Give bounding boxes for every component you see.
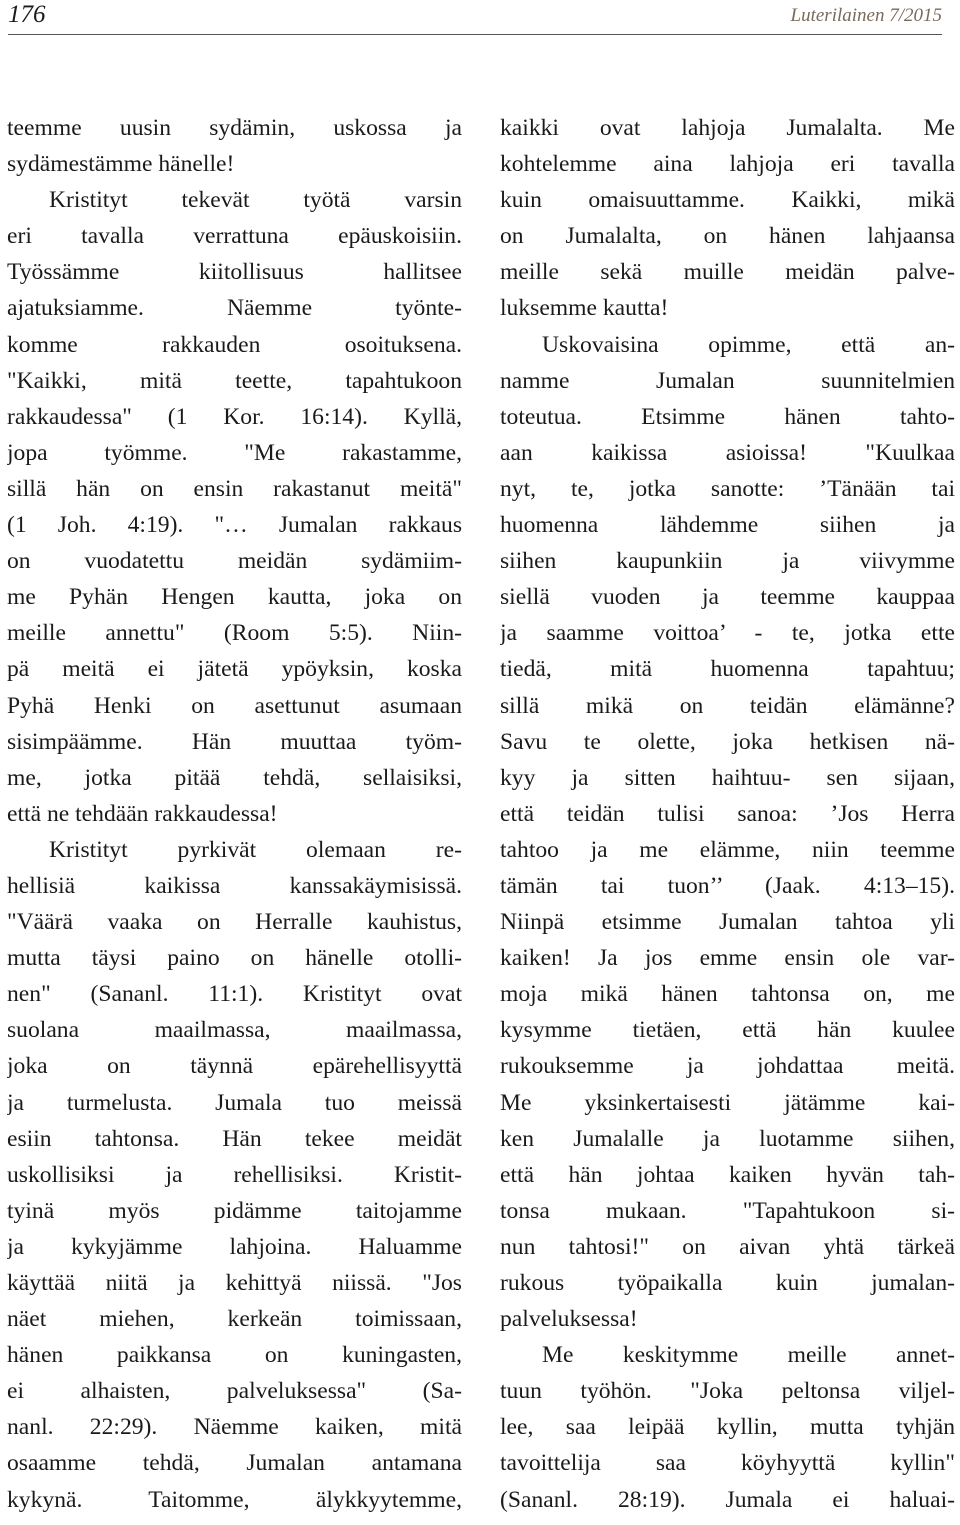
text-line: tiedä, mitä huomenna tapahtuu; (500, 656, 955, 683)
text-line: ja kykyjämme lahjoina. Haluamme (7, 1233, 462, 1260)
text-line: uskollisiksi ja rehellisiksi. Kristit- (7, 1161, 462, 1188)
text-line: Kristityt tekevät työtä varsin (49, 187, 462, 214)
text-line: Savu te olette, joka hetkisen nä- (500, 728, 955, 755)
text-column-right (500, 110, 955, 1518)
page-number: 176 (8, 1, 46, 28)
text-line: kykynä. Taitomme, älykkyytemme, (7, 1486, 462, 1513)
text-line: meille sekä muille meidän palve- (500, 259, 955, 286)
text-line: palveluksessa! (500, 1306, 638, 1333)
text-line: kaikki ovat lahjoja Jumalalta. Me (500, 115, 955, 141)
text-line: tämän tai tuon’’ (Jaak. 4:13–15). (500, 872, 955, 899)
text-line: Niinpä etsimme Jumalan tahtoa yli (500, 909, 955, 936)
text-line: Kristityt pyrkivät olemaan re- (49, 836, 462, 863)
text-line: käyttää niitä ja kehittyä niissä. "Jos (7, 1270, 462, 1296)
text-line: lee, saa leipää kyllin, mutta tyhjän (500, 1414, 955, 1441)
text-line: nen" (Sananl. 11:1). Kristityt ovat (7, 981, 462, 1008)
text-line: sisimpäämme. Hän muuttaa työm- (7, 728, 462, 755)
text-line: osaamme tehdä, Jumalan antamana (7, 1450, 462, 1477)
text-line: tyinä myös pidämme taitojamme (7, 1197, 462, 1224)
text-line: (Sananl. 28:19). Jumala ei haluai- (500, 1486, 955, 1513)
text-line: tonsa mukaan. "Tapahtukoon si- (500, 1197, 955, 1224)
text-line: jopa työmme. "Me rakastamme, (7, 439, 462, 466)
text-line: ja saamme voittoa’ - te, jotka ette (500, 620, 955, 647)
text-line: Pyhä Henki on asettunut asumaan (7, 692, 462, 719)
text-line: ja turmelusta. Jumala tuo meissä (7, 1089, 462, 1116)
text-line: mutta täysi paino on hänelle otolli- (7, 945, 462, 972)
text-line: joka on täynnä epärehellisyyttä (7, 1053, 462, 1080)
text-line: teemme uusin sydämin, uskossa ja (7, 115, 462, 141)
text-line: luksemme kautta! (500, 295, 669, 322)
text-line: tahtoo ja me elämme, niin teemme (500, 836, 955, 863)
text-line: nun tahtosi!" on aivan yhtä tärkeä (500, 1233, 955, 1260)
text-line: meille annettu" (Room 5:5). Niin- (7, 620, 462, 647)
text-line: rukous työpaikalla kuin jumalan- (500, 1270, 955, 1296)
text-line: kaiken! Ja jos emme ensin ole var- (500, 945, 955, 972)
text-line: pä meitä ei jätetä ypöyksin, koska (7, 656, 462, 683)
text-line: nyt, te, jotka sanotte: ’Tänään tai (500, 475, 955, 502)
text-line: on vuodatettu meidän sydämiim- (7, 548, 462, 575)
text-line: (1 Joh. 4:19). "… Jumalan rakkaus (7, 512, 462, 539)
text-line: siellä vuoden ja teemme kauppaa (500, 584, 955, 611)
text-line: "Väärä vaaka on Herralle kauhistus, (7, 909, 462, 936)
text-line: namme Jumalan suunnitelmien (500, 367, 955, 394)
text-line: Työssämme kiitollisuus hallitsee (7, 259, 462, 286)
text-line: on Jumalalta, on hänen lahjaansa (500, 223, 955, 250)
text-line: aan kaikissa asioissa! "Kuulkaa (500, 439, 955, 466)
text-line: kyy ja sitten haihtuu- sen sijaan, (500, 764, 955, 791)
text-line: Me yksinkertaisesti jätämme kai- (500, 1089, 955, 1116)
text-line: rukouksemme ja johdattaa meitä. (500, 1053, 955, 1080)
text-line: ken Jumalalle ja luotamme siihen, (500, 1125, 955, 1152)
text-line: Me keskitymme meille annet- (542, 1342, 955, 1369)
text-line: hänen paikkansa on kuningasten, (7, 1342, 462, 1369)
text-line: nanl. 22:29). Näemme kaiken, mitä (7, 1414, 462, 1441)
text-column-left (7, 110, 462, 1518)
text-line: että teidän tulisi sanoa: ’Jos Herra (500, 800, 955, 827)
text-line: eri tavalla verrattuna epäuskoisiin. (7, 223, 462, 250)
text-line: että hän johtaa kaiken hyvän tah- (500, 1161, 955, 1188)
text-line: tavoittelija saa köyhyyttä kyllin" (500, 1450, 955, 1477)
publication-title: Luterilainen 7/2015 (790, 5, 942, 26)
text-line: siihen kaupunkiin ja viivymme (500, 548, 955, 575)
page-header (8, 0, 942, 35)
text-line: suolana maailmassa, maailmassa, (7, 1017, 462, 1044)
text-line: kysymme tietäen, että hän kuulee (500, 1017, 955, 1044)
text-line: esiin tahtonsa. Hän tekee meidät (7, 1125, 462, 1152)
text-line: sillä mikä on teidän elämänne? (500, 692, 955, 719)
text-line: ajatuksiamme. Näemme työnte- (7, 295, 462, 322)
text-line: "Kaikki, mitä teette, tapahtukoon (7, 367, 462, 394)
text-line: että ne tehdään rakkaudessa! (7, 800, 278, 827)
text-line: hellisiä kaikissa kanssakäymisissä. (7, 872, 462, 899)
text-line: komme rakkauden osoituksena. (7, 331, 462, 358)
text-line: ei alhaisten, palveluksessa" (Sa- (7, 1378, 462, 1405)
text-line: moja mikä hänen tahtonsa on, me (500, 981, 955, 1008)
text-line: näet miehen, kerkeän toimissaan, (7, 1306, 462, 1333)
text-line: kuin omaisuuttamme. Kaikki, mikä (500, 187, 955, 214)
text-line: me Pyhän Hengen kautta, joka on (7, 584, 462, 611)
text-line: sillä hän on ensin rakastanut meitä" (7, 475, 462, 502)
text-line: rakkaudessa" (1 Kor. 16:14). Kyllä, (7, 403, 462, 430)
text-line: sydämestämme hänelle! (7, 151, 235, 178)
text-line: toteutua. Etsimme hänen tahto- (500, 403, 955, 430)
text-line: tuun työhön. "Joka peltonsa viljel- (500, 1378, 955, 1405)
text-line: me, jotka pitää tehdä, sellaisiksi, (7, 764, 462, 791)
text-line: Uskovaisina opimme, että an- (542, 331, 955, 358)
text-line: kohtelemme aina lahjoja eri tavalla (500, 151, 955, 178)
text-line: huomenna lähdemme siihen ja (500, 512, 955, 539)
